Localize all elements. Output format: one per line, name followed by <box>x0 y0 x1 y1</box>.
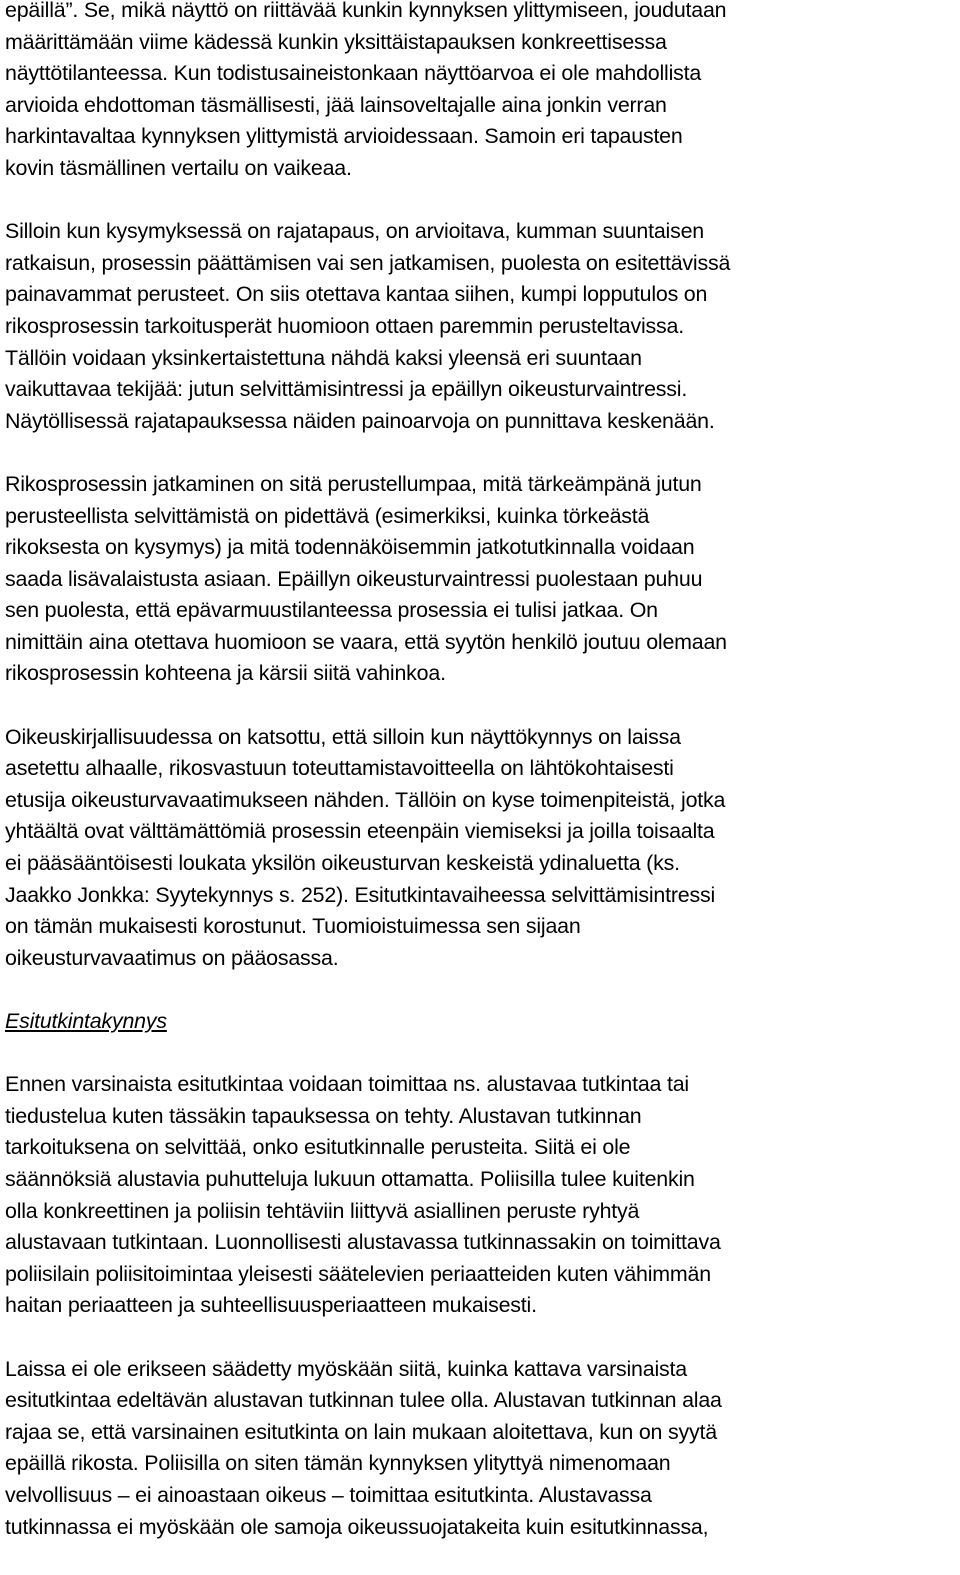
text-line: on tämän mukaisesti korostunut. Tuomioistuimessa sen sijaan <box>5 914 581 939</box>
text-line: Näytöllisessä rajatapauksessa näiden painoarvoja on punnittava keskenään. <box>5 408 715 433</box>
text-line: ei pääsääntöisesti loukata yksilön oikeusturvan keskeistä ydinaluetta (ks. <box>5 851 680 876</box>
section-heading-text: Esitutkintakynnys <box>5 1009 167 1033</box>
text-line: Rikosprosessin jatkaminen on sitä perustellumpaa, mitä tärkeämpänä jutun <box>5 471 702 496</box>
text-line: etusija oikeusturvavaatimukseen nähden. Tällöin on kyse toimenpiteistä, jotka <box>5 787 726 812</box>
text-line: tiedustelua kuten tässäkin tapauksessa on tehty. Alustavan tutkinnan <box>5 1103 642 1128</box>
text-line: saada lisävalaistusta asiaan. Epäillyn oikeusturvaintressi puolestaan puhuu <box>5 566 703 591</box>
text-line: tarkoituksena on selvittää, onko esitutkinnalle perusteita. Siitä ei ole <box>5 1135 631 1160</box>
text-line: Oikeuskirjallisuudessa on katsottu, että silloin kun näyttökynnys on laissa <box>5 724 681 749</box>
text-line: epäillä”. Se, mikä näyttö on riittävää kunkin kynnyksen ylittymiseen, joudutaan <box>5 0 727 22</box>
text-line: Laissa ei ole erikseen säädetty myöskään siitä, kuinka kattava varsinaista <box>5 1356 687 1381</box>
section-heading <box>5 1006 957 1038</box>
text-line: määrittämään viime kädessä kunkin yksittäistapauksen konkreettisessa <box>5 29 667 54</box>
text-line: rikoksesta on kysymys) ja mitä todennäköisemmin jatkotutkinnalla voidaan <box>5 535 695 560</box>
text-line: epäillä rikosta. Poliisilla on siten tämän kynnyksen ylityttyä nimenomaan <box>5 1451 671 1476</box>
text-line: haitan periaatteen ja suhteellisuusperiaatteen mukaisesti. <box>5 1293 537 1318</box>
paragraph-legal-literature <box>5 722 957 975</box>
text-line: Ennen varsinaista esitutkintaa voidaan toimittaa ns. alustavaa tutkintaa tai <box>5 1072 689 1097</box>
text-line: tutkinnassa ei myöskään ole samoja oikeussuojatakeita kuin esitutkinnassa, <box>5 1514 709 1539</box>
document-page <box>5 0 957 1575</box>
paragraph-threshold-evaluation <box>5 0 957 185</box>
text-line: rikosprosessin kohteena ja kärsii siitä vahinkoa. <box>5 661 446 686</box>
text-line: Tällöin voidaan yksinkertaistettuna nähdä kaksi yleensä eri suuntaan <box>5 345 642 370</box>
text-line: sen puolesta, että epävarmuustilanteessa prosessia ei tulisi jatkaa. On <box>5 598 658 623</box>
text-line: esitutkintaa edeltävän alustavan tutkinnan tulee olla. Alustavan tutkinnan alaa <box>5 1388 722 1413</box>
text-line: Silloin kun kysymyksessä on rajatapaus, on arvioitava, kumman suuntaisen <box>5 219 704 244</box>
text-line: ratkaisun, prosessin päättämisen vai sen jatkamisen, puolesta on esitettävissä <box>5 250 731 275</box>
text-line: velvollisuus – ei ainoastaan oikeus – toimittaa esitutkinta. Alustavassa <box>5 1482 652 1507</box>
text-line: säännöksiä alustavia puhutteluja lukuun ottamatta. Poliisilla tulee kuitenkin <box>5 1166 695 1191</box>
text-line: yhtäältä ovat välttämättömiä prosessin eteenpäin viemiseksi ja joilla toisaalta <box>5 819 715 844</box>
text-line: rajaa se, että varsinainen esitutkinta on lain mukaan aloitettava, kun on syytä <box>5 1419 717 1444</box>
text-line: nimittäin aina otettava huomioon se vaara, että syytön henkilö joutuu olemaan <box>5 629 727 654</box>
paragraph-continuation <box>5 469 957 690</box>
text-line: poliisilain poliisitoimintaa yleisesti säätelevien periaatteiden kuten vähimmän <box>5 1261 711 1286</box>
text-line: näyttötilanteessa. Kun todistusaineistonkaan näyttöarvoa ei ole mahdollista <box>5 61 702 86</box>
text-line: asetettu alhaalle, rikosvastuun toteuttamistavoitteella on lähtökohtaisesti <box>5 756 674 781</box>
text-line: olla konkreettinen ja poliisin tehtäviin liittyvä asiallinen peruste ryhtyä <box>5 1198 640 1223</box>
text-line: painavammat perusteet. On siis otettava kantaa siihen, kumpi lopputulos on <box>5 282 708 307</box>
text-line: kovin täsmällinen vertailu on vaikeaa. <box>5 155 352 180</box>
text-line: oikeusturvavaatimus on pääosassa. <box>5 945 339 970</box>
text-line: alustavaan tutkintaan. Luonnollisesti alustavassa tutkinnassakin on toimittava <box>5 1230 721 1255</box>
paragraph-borderline-case <box>5 216 957 437</box>
paragraph-scope <box>5 1354 957 1544</box>
text-line: harkintavaltaa kynnyksen ylittymistä arvioidessaan. Samoin eri tapausten <box>5 124 683 149</box>
paragraph-preliminary-investigation <box>5 1069 957 1322</box>
text-line: vaikuttavaa tekijää: jutun selvittämisintressi ja epäillyn oikeusturvaintressi. <box>5 377 688 402</box>
text-line: rikosprosessin tarkoitusperät huomioon ottaen paremmin perusteltavissa. <box>5 313 684 338</box>
text-line: perusteellista selvittämistä on pidettävä (esimerkiksi, kuinka törkeästä <box>5 503 650 528</box>
text-line: arvioida ehdottoman täsmällisesti, jää lainsoveltajalle aina jonkin verran <box>5 92 667 117</box>
text-line: Jaakko Jonkka: Syytekynnys s. 252). Esitutkintavaiheessa selvittämisintressi <box>5 882 716 907</box>
